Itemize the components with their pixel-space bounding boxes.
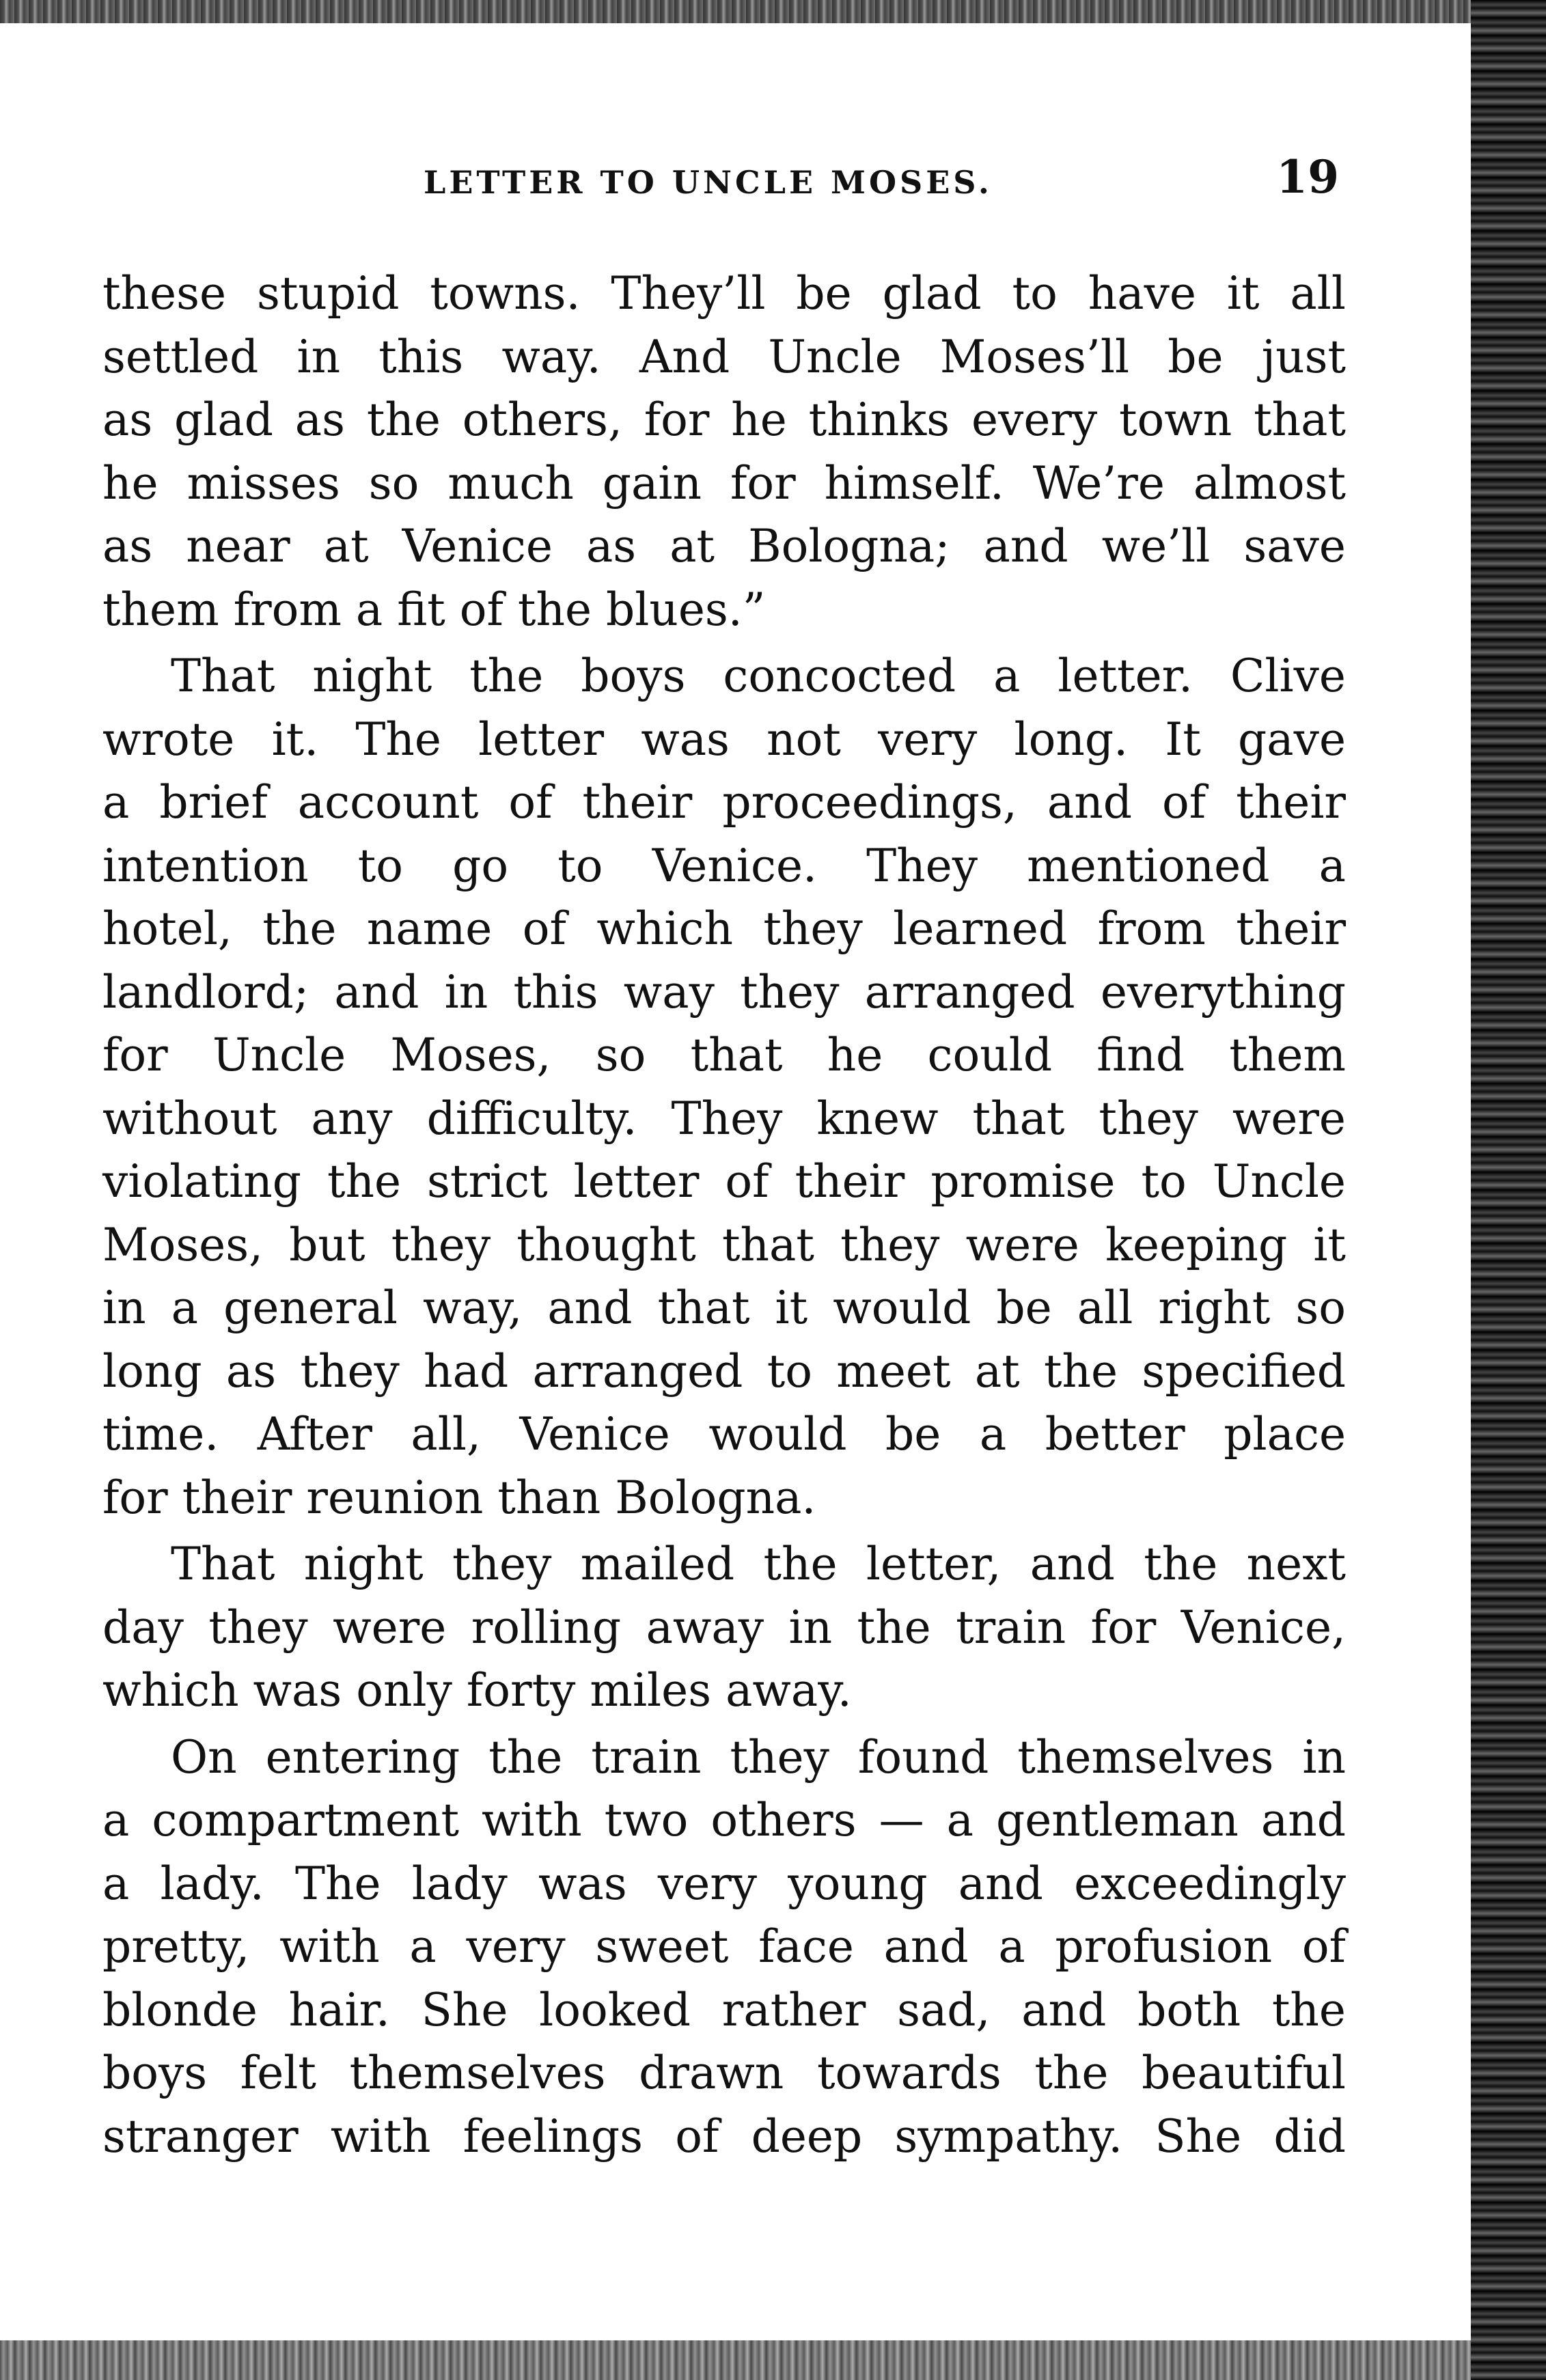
text-line: day they were rolling away in the train for Venice, bbox=[102, 1601, 1346, 1654]
text-line: On entering the train they found themselves in bbox=[171, 1730, 1346, 1784]
paragraph-4 bbox=[102, 1726, 1346, 2169]
text-line: That night they mailed the letter, and the next bbox=[171, 1538, 1346, 1590]
running-head bbox=[102, 150, 1346, 205]
text-line: them from a fit of the blues.” bbox=[102, 583, 766, 636]
text-line: which was only forty miles away. bbox=[102, 1664, 852, 1717]
text-line: these stupid towns. They’ll be glad to have it all bbox=[102, 267, 1346, 320]
text-line: wrote it. The letter was not very long. It gave bbox=[102, 712, 1346, 766]
text-line: long as they had arranged to meet at the specified bbox=[102, 1344, 1346, 1398]
text-line: a compartment with two others — a gentleman and bbox=[102, 1794, 1346, 1846]
text-line: landlord; and in this way they arranged everything bbox=[102, 965, 1346, 1019]
text-line: he misses so much gain for himself. We’re almost bbox=[102, 456, 1346, 510]
text-line: blonde hair. She looked rather sad, and both the bbox=[102, 1983, 1346, 2036]
text-line: stranger with feelings of deep sympathy. She did bbox=[102, 2109, 1346, 2163]
text-line: without any difficulty. They knew that they were bbox=[102, 1092, 1346, 1145]
running-head-title: LETTER TO UNCLE MOSES. bbox=[424, 164, 993, 201]
text-line: Moses, but they thought that they were keeping it bbox=[102, 1218, 1346, 1271]
text-line: pretty, with a very sweet face and a profusion of bbox=[102, 1920, 1346, 1973]
text-line: in a general way, and that it would be all right so bbox=[102, 1282, 1346, 1334]
text-line: violating the strict letter of their promise to Uncle bbox=[102, 1155, 1346, 1208]
text-line: for their reunion than Bologna. bbox=[102, 1471, 816, 1524]
text-line: hotel, the name of which they learned from their bbox=[102, 902, 1346, 955]
text-line: intention to go to Venice. They mentioned a bbox=[102, 839, 1346, 892]
text-line: a brief account of their proceedings, and of their bbox=[102, 776, 1346, 829]
text-line: That night the boys concocted a letter. Clive bbox=[171, 650, 1346, 702]
text-line: for Uncle Moses, so that he could find them bbox=[102, 1029, 1346, 1081]
paragraph-1 bbox=[102, 262, 1346, 641]
text-line: time. After all, Venice would be a better place bbox=[102, 1408, 1346, 1461]
page-number: 19 bbox=[1276, 150, 1339, 204]
text-line: as glad as the others, for he thinks every town that bbox=[102, 393, 1346, 446]
paragraph-3 bbox=[102, 1533, 1346, 1723]
text-line: boys felt themselves drawn towards the beautiful bbox=[102, 2047, 1346, 2099]
text-line: settled in this way. And Uncle Moses’ll be just bbox=[102, 330, 1346, 383]
body-text bbox=[102, 262, 1346, 2168]
scan-edge-bottom bbox=[0, 2340, 1496, 2380]
scan-edge-right bbox=[1471, 0, 1546, 2380]
scan-edge-top bbox=[0, 0, 1496, 23]
text-line: a lady. The lady was very young and exceedingly bbox=[102, 1857, 1346, 1910]
paragraph-2 bbox=[102, 645, 1346, 1530]
text-line: as near at Venice as at Bologna; and we’ll save bbox=[102, 520, 1346, 572]
